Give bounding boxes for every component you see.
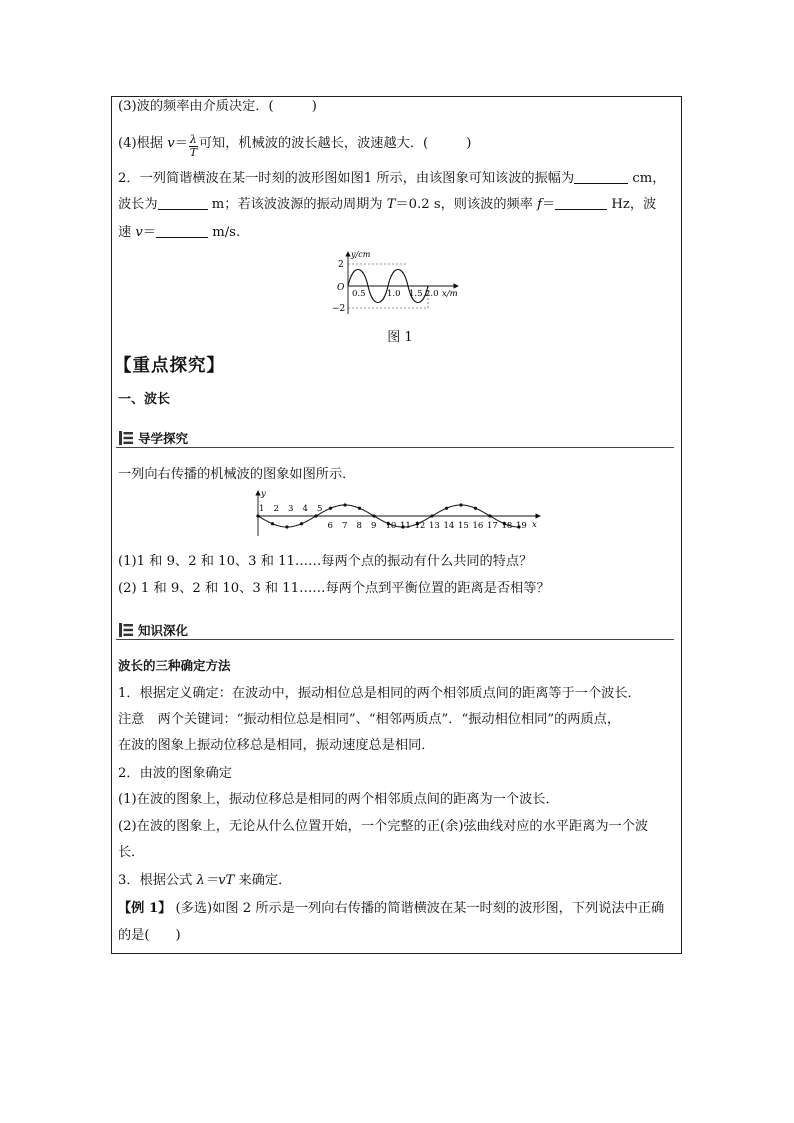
svg-text:−2: −2 xyxy=(332,304,346,314)
intro-paragraph: 一列向右传播的机械波的图象如图所示． xyxy=(118,467,356,482)
particle-label-6: 6 xyxy=(327,521,333,531)
amplitude-blank[interactable] xyxy=(574,170,628,184)
particle-13 xyxy=(430,514,433,517)
method-2b: (2)在波的图象上，无论从什么位置开始，一个完整的正(余)弦曲线对应的水平距离为一个波 xyxy=(118,819,649,834)
knowledge-deepening-bar: 知识深化 xyxy=(116,620,674,640)
note-line-2: 在波的图象上振动位移总是相同，振动速度总是相同． xyxy=(118,738,435,753)
particle-2 xyxy=(271,522,274,525)
figure-1-caption: 图 1 xyxy=(387,330,413,345)
particle-8 xyxy=(358,507,361,510)
methods-title: 波长的三种确定方法 xyxy=(118,658,231,673)
question-a1: (1)1 和 9、2 和 10、3 和 11……每两个点的振动有什么共同的特点？ xyxy=(118,554,533,569)
svg-text:x/m: x/m xyxy=(442,289,458,299)
particle-label-3: 3 xyxy=(288,504,294,514)
particle-label-4: 4 xyxy=(302,504,308,514)
particle-label-8: 8 xyxy=(356,521,362,531)
svg-text:y/cm: y/cm xyxy=(351,250,371,259)
particle-label-17: 17 xyxy=(487,521,498,531)
particle-label-10: 10 xyxy=(385,521,397,531)
particle-label-13: 13 xyxy=(429,521,440,531)
method-2a: (1)在波的图象上，振动位移总是相同的两个相邻质点间的距离为一个波长． xyxy=(118,792,559,807)
figure-1-wave-graph xyxy=(330,248,464,318)
example-1: 【例 1】 (多选)如图 2 所示是一列向右传播的简谐横波在某一时刻的波形图，下列说法中正确 xyxy=(118,901,665,916)
svg-text:2.0: 2.0 xyxy=(425,289,439,299)
particle-7 xyxy=(343,503,346,506)
example-tag: 【例 1】 xyxy=(118,901,172,916)
question-2-line-1: 2．一列简谐横波在某一时刻的波形图如图1 所示，由该图象可知该波的振幅为 cm， xyxy=(118,171,666,186)
particle-6 xyxy=(329,507,332,510)
svg-text:1.5: 1.5 xyxy=(409,289,423,299)
particle-17 xyxy=(488,514,491,517)
list-icon xyxy=(119,623,133,637)
lambda-over-T-fraction: $\frac{\lambda}{T}$ xyxy=(189,133,198,159)
question-3: (3)波的频率由介质决定．( ) xyxy=(118,99,317,114)
particle-3 xyxy=(285,525,288,528)
speed-blank[interactable] xyxy=(156,224,208,238)
particle-label-7: 7 xyxy=(342,521,348,531)
y-axis-label: y xyxy=(261,489,266,499)
example-1-line-2: 的是( ) xyxy=(118,928,181,943)
svg-text:0.5: 0.5 xyxy=(352,289,366,299)
particle-1 xyxy=(256,514,259,517)
wavelength-blank[interactable] xyxy=(158,196,208,210)
question-a2: (2) 1 和 9、2 和 10、3 和 11……每两个点到平衡位置的距离是否相等？ xyxy=(118,581,550,596)
method-1: 1．根据定义确定：在波动中，振动相位总是相同的两个相邻质点间的距离等于一个波长． xyxy=(118,686,641,701)
particle-label-18: 18 xyxy=(501,521,513,531)
question-4: (4)根据 v＝ $\frac{\lambda}{T}$ 可知，机械波的波长越长，波速越大．( ) xyxy=(118,133,472,159)
question-3-text: (3)波的频率由介质决定．( xyxy=(118,99,274,114)
wave-curve xyxy=(348,262,368,286)
particle-9 xyxy=(372,514,375,517)
subsection-title: 一、波长 xyxy=(118,392,171,407)
svg-text:2: 2 xyxy=(338,260,344,270)
particle-4 xyxy=(300,522,303,525)
particle-label-14: 14 xyxy=(443,521,455,531)
svg-text:O: O xyxy=(337,283,345,293)
particle-label-5: 5 xyxy=(317,504,323,514)
particle-label-12: 12 xyxy=(414,521,426,531)
figure-wave-particles xyxy=(250,488,546,538)
x-axis-label: x xyxy=(532,520,537,530)
method-2b-cont: 长． xyxy=(118,845,145,860)
particle-16 xyxy=(474,507,477,510)
method-2: 2．由波的图象确定 xyxy=(118,766,232,781)
particle-label-15: 15 xyxy=(458,521,469,531)
particle-15 xyxy=(459,503,462,506)
particle-label-19: 19 xyxy=(516,521,527,531)
guided-inquiry-bar: 导学探究 xyxy=(116,428,674,448)
particle-label-16: 16 xyxy=(472,521,484,531)
svg-text:1.0: 1.0 xyxy=(387,289,401,299)
section-title: 【重点探究】 xyxy=(114,356,225,376)
particle-label-11: 11 xyxy=(400,521,411,531)
particle-label-1: 1 xyxy=(259,504,265,514)
particle-label-9: 9 xyxy=(371,521,377,531)
note-line-1: 注意 两个关键词：“振动相位总是相同”、“相邻两质点”．“振动相位相同”的两质点， xyxy=(118,712,621,727)
frequency-blank[interactable] xyxy=(555,196,607,210)
list-icon xyxy=(119,431,133,445)
particle-5 xyxy=(314,514,317,517)
method-3: 3．根据公式 λ＝vT 来确定． xyxy=(118,873,292,888)
particle-14 xyxy=(445,507,448,510)
particle-label-2: 2 xyxy=(273,504,279,514)
question-2-line-3: 速 v＝ m/s. xyxy=(118,225,241,240)
question-2-line-2: 波长为 m；若该波波源的振动周期为 T＝0.2 s，则该波的频率 f＝ Hz，波 xyxy=(118,197,657,212)
